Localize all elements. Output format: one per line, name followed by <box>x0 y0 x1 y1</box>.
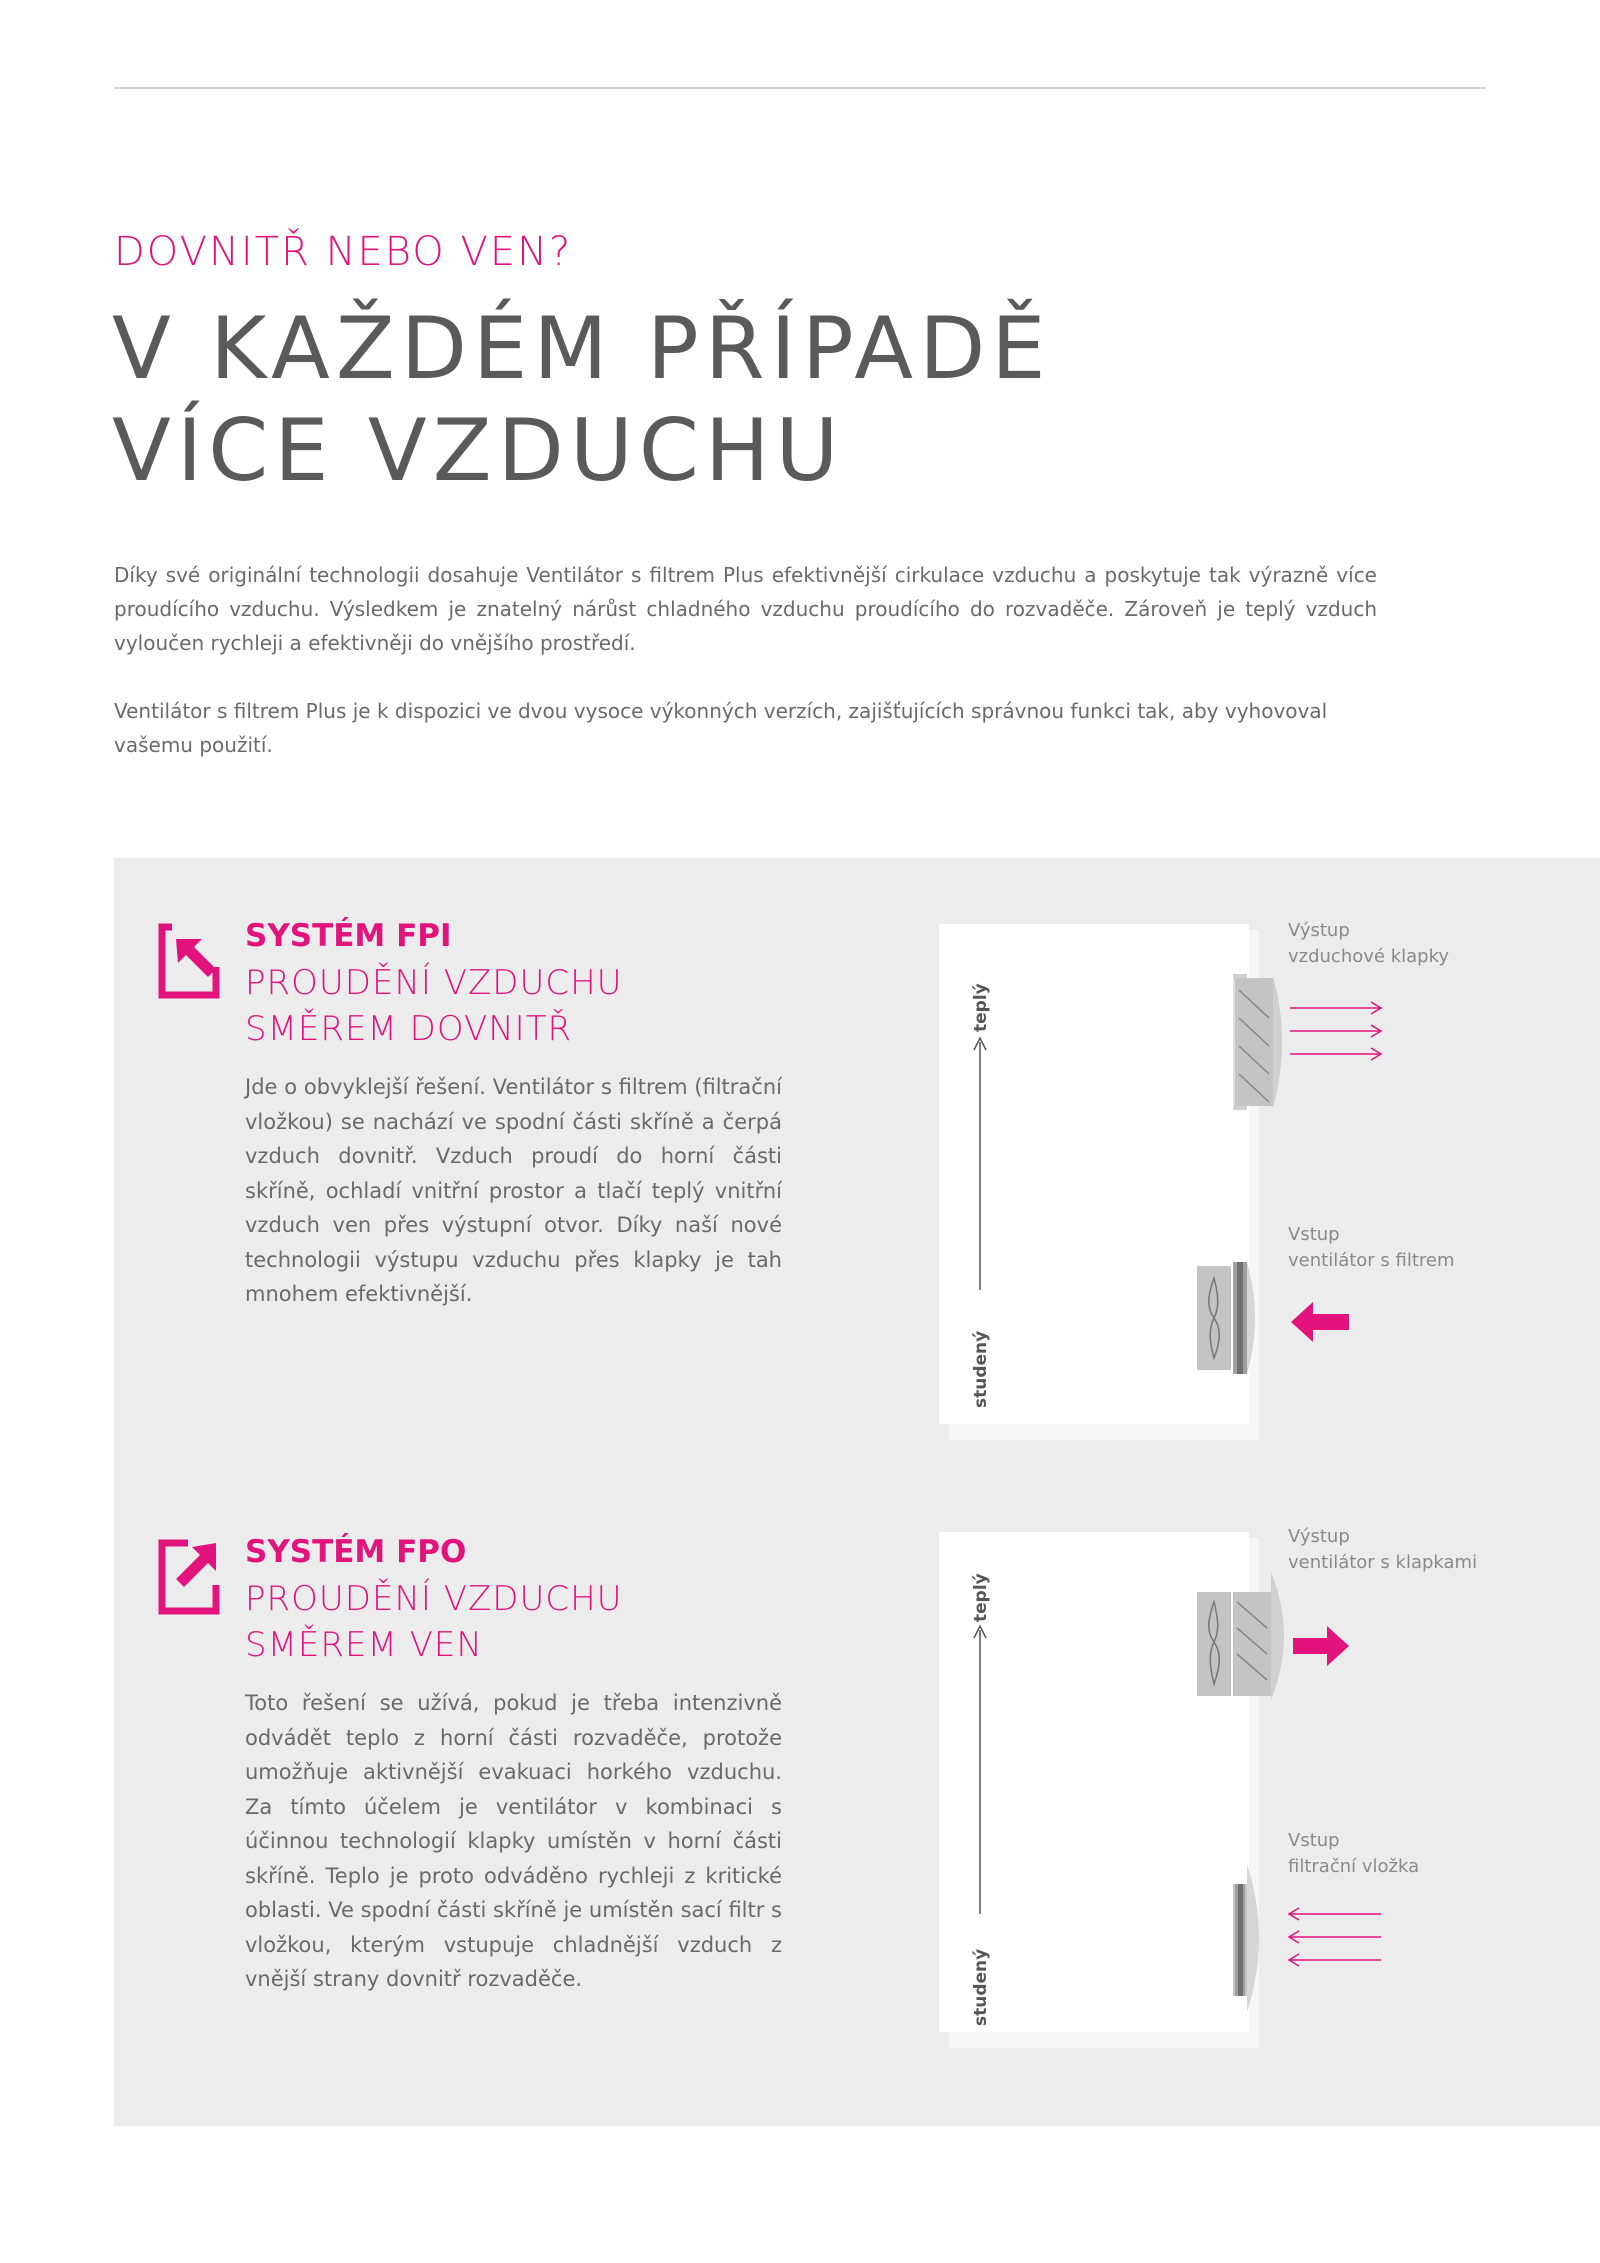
outlet-label-desc: vzduchové klapky <box>1288 946 1450 967</box>
arrow-inward-icon <box>158 923 220 1001</box>
fpo-diagram <box>935 1518 1478 2058</box>
fpo-title: SYSTÉM FPO <box>245 1534 467 1570</box>
fpo-subtitle <box>245 1576 623 1668</box>
inlet-label-desc: filtrační vložka <box>1288 1856 1420 1877</box>
top-divider <box>114 87 1486 89</box>
arrow-outward-icon <box>158 1539 220 1617</box>
fpi-subtitle <box>245 960 623 1052</box>
warm-label: teplý <box>971 983 991 1032</box>
outlet-label-desc: ventilátor s klapkami <box>1288 1552 1478 1573</box>
outlet-label-title: Výstup <box>1288 1526 1350 1547</box>
fpi-diagram <box>935 910 1455 1450</box>
louver-grille <box>1235 978 1273 1106</box>
page-title-line-2: VÍCE VZDUCHU <box>112 401 845 501</box>
inflow-arrow-icon <box>1291 1302 1349 1342</box>
intro-paragraph-1: Díky své originální technologii dosahuje Ventilátor s filtrem Plus efektivnější cirkulace vzduchu a poskytuje tak výrazně více proudícího vzduchu. Výsledkem je znatelný nárůst chladného vzduchu proudícího do rozvaděče. Zároveň je teplý vzduch vyloučen rychleji a efektivněji do vnějšího prostředí. <box>114 563 1377 655</box>
intro-paragraph-2: Ventilátor s filtrem Plus je k dispozici ve dvou vysoce výkonných verzích, zajišťujících správnou funkci tak, aby vyhovoval vašemu použití. <box>114 699 1328 757</box>
inflow-arrows <box>1289 1908 1381 1966</box>
fan-housing <box>1197 1592 1231 1696</box>
outflow-arrows <box>1290 1002 1381 1060</box>
louver-grille <box>1233 1592 1271 1696</box>
fpi-description: Jde o obvyklejší řešení. Ventilátor s filtrem (filtrační vložkou) se nachází ve spodní části skříně a čerpá vzduch dovnitř. Vzduch proudí do horní části skříně, ochladí vnitřní prostor a tlačí teplý vnitřní vzduch ven přes výstupní otvor. Díky naší nové technologii výstupu vzduchu přes klapky je tah mnohem efektivnější. <box>245 1075 782 1306</box>
cold-label: studený <box>971 1330 991 1408</box>
fpo-subtitle-line-1: PROUDĚNÍ VZDUCHU <box>245 1579 623 1619</box>
outlet-label-title: Výstup <box>1288 920 1350 941</box>
fpi-subtitle-line-2: SMĚREM DOVNITŘ <box>245 1009 573 1049</box>
outflow-arrow-icon <box>1293 1626 1349 1666</box>
cold-label: studený <box>971 1948 991 2026</box>
fpo-subtitle-line-2: SMĚREM VEN <box>245 1625 483 1665</box>
fpi-subtitle-line-1: PROUDĚNÍ VZDUCHU <box>245 963 623 1003</box>
page-title <box>112 298 1052 502</box>
warm-label: teplý <box>971 1573 991 1622</box>
inlet-label-desc: ventilátor s filtrem <box>1288 1250 1455 1271</box>
inlet-label-title: Vstup <box>1288 1224 1340 1245</box>
fpo-description: Toto řešení se užívá, pokud je třeba intenzivně odvádět teplo z horní části rozvaděče, protože umožňuje aktivnější evakuaci horkého vzduchu. Za tímto účelem je ventilátor v kombinaci s účinnou technologií klapky umístěn v horní části skříně. Teplo je proto odváděno rychleji z kritické oblasti. Ve spodní části skříně je umístěn sací filtr s vložkou, kterým vstupuje chladnější vzduch z vnější strany dovnitř rozvaděče. <box>245 1691 782 1991</box>
page-kicker: DOVNITŘ NEBO VEN? <box>114 229 573 275</box>
fpi-title: SYSTÉM FPI <box>245 918 452 954</box>
page-title-line-1: V KAŽDÉM PŘÍPADĚ <box>112 299 1052 399</box>
inlet-label-title: Vstup <box>1288 1830 1340 1851</box>
